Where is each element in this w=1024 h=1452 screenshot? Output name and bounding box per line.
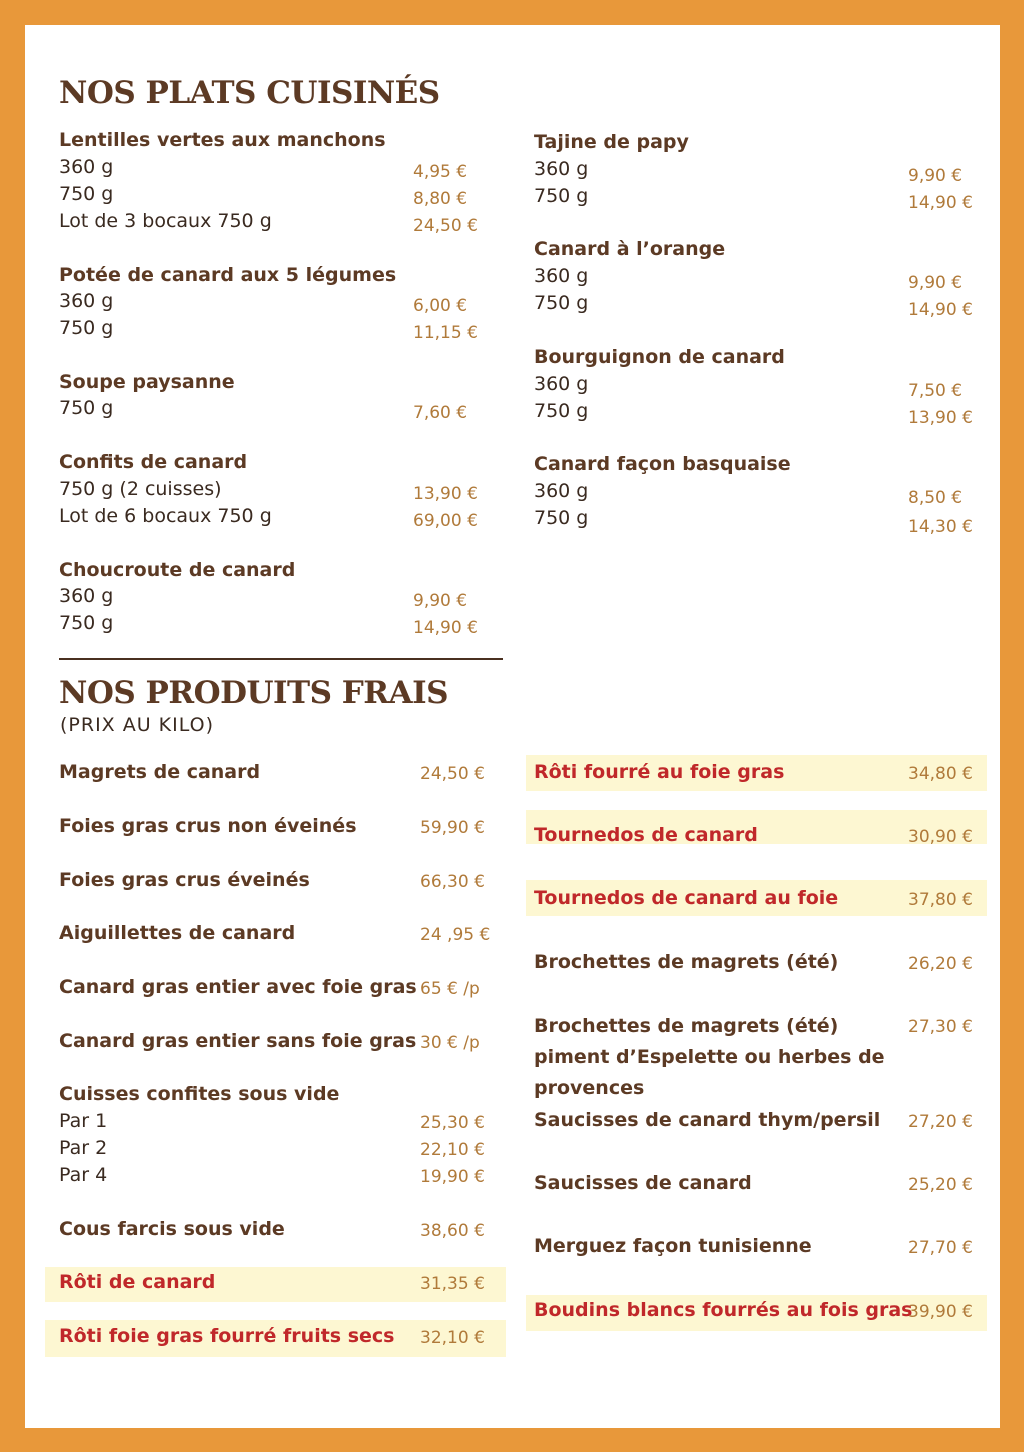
dish-size: 360 g <box>534 373 589 395</box>
dish-price: 9,90 € <box>413 591 468 611</box>
dish-name: Choucroute de canard <box>59 559 296 581</box>
dish-size: 750 g <box>59 183 114 205</box>
dish-price: 13,90 € <box>908 408 973 428</box>
product-name: Cuisses confites sous vide <box>59 1083 340 1105</box>
dish-size: 360 g <box>59 290 114 312</box>
product-price: 65 € /p <box>420 979 480 999</box>
product-price: 22,10 € <box>420 1140 485 1160</box>
product-variant: Par 4 <box>59 1164 108 1186</box>
dish-price: 8,50 € <box>908 488 963 508</box>
product-price: 27,30 € <box>908 1017 973 1037</box>
dish-price: 9,90 € <box>908 273 963 293</box>
dish-size: 750 g <box>534 507 589 529</box>
dish-price: 24,50 € <box>413 216 478 236</box>
dish-price: 7,50 € <box>908 381 963 401</box>
dish-size: 360 g <box>59 585 114 607</box>
product-name-featured: Rôti de canard <box>59 1271 216 1293</box>
dish-price: 9,90 € <box>908 166 963 186</box>
product-price: 27,20 € <box>908 1112 973 1132</box>
product-name-featured: Rôti foie gras fourré fruits secs <box>59 1325 395 1347</box>
product-name: Cous farcis sous vide <box>59 1218 285 1240</box>
product-name: Canard gras entier avec foie gras <box>59 976 417 998</box>
dish-size: 750 g (2 cuisses) <box>59 478 222 500</box>
product-name-featured: Tournedos de canard au foie <box>534 887 839 909</box>
product-name-featured: Boudins blancs fourrés au fois gras <box>534 1299 913 1321</box>
product-name-featured: Rôti fourré au foie gras <box>534 761 785 783</box>
dish-size: 750 g <box>534 292 589 314</box>
product-price: 30,90 € <box>908 827 973 847</box>
dish-price: 14,90 € <box>413 618 478 638</box>
product-price: 59,90 € <box>420 818 485 838</box>
product-price: 25,30 € <box>420 1113 485 1133</box>
dish-price: 11,15 € <box>413 323 478 343</box>
dish-size: 750 g <box>59 612 114 634</box>
dish-size: 360 g <box>534 158 589 180</box>
dish-size: 360 g <box>59 156 114 178</box>
dish-price: 69,00 € <box>413 511 478 531</box>
product-price: 27,70 € <box>908 1238 973 1258</box>
product-name: Saucisses de canard thym/persil <box>534 1109 881 1131</box>
product-price: 34,80 € <box>908 764 973 784</box>
dish-price: 8,80 € <box>413 189 468 209</box>
dish-size: 750 g <box>534 185 589 207</box>
product-price: 31,35 € <box>420 1274 485 1294</box>
dish-size: 750 g <box>59 397 114 419</box>
dish-size: 750 g <box>59 317 114 339</box>
product-price: 25,20 € <box>908 1175 973 1195</box>
dish-size: 750 g <box>534 400 589 422</box>
dish-name: Soupe paysanne <box>59 371 235 393</box>
product-price: 26,20 € <box>908 954 973 974</box>
dish-price: 14,90 € <box>908 193 973 213</box>
dish-name: Tajine de papy <box>534 131 689 153</box>
dish-price: 6,00 € <box>413 296 468 316</box>
dish-price: 7,60 € <box>413 403 468 423</box>
dish-name: Canard façon basquaise <box>534 453 791 475</box>
dish-size: 360 g <box>534 265 589 287</box>
dish-size: 360 g <box>534 480 589 502</box>
section-title-plats: NOS PLATS CUISINÉS <box>59 75 440 111</box>
product-price: 66,30 € <box>420 872 485 892</box>
product-name: Saucisses de canard <box>534 1172 752 1194</box>
product-variant: Par 1 <box>59 1110 108 1132</box>
product-price: 32,10 € <box>420 1328 485 1348</box>
menu-page <box>25 25 1000 1428</box>
product-price: 30 € /p <box>420 1033 480 1053</box>
dish-size: Lot de 6 bocaux 750 g <box>59 505 272 527</box>
dish-name: Lentilles vertes aux manchons <box>59 129 386 151</box>
product-name: Aiguillettes de canard <box>59 922 296 944</box>
dish-name: Potée de canard aux 5 légumes <box>59 264 397 286</box>
product-name: Magrets de canard <box>59 761 261 783</box>
section-title-frais: NOS PRODUITS FRAIS <box>59 675 448 711</box>
section-divider <box>59 658 503 660</box>
product-price: 38,60 € <box>420 1221 485 1241</box>
dish-name: Confits de canard <box>59 451 248 473</box>
product-name: Brochettes de magrets (été) piment d’Espelette ou herbes de provences <box>534 1015 885 1099</box>
product-variant: Par 2 <box>59 1137 108 1159</box>
dish-price: 14,90 € <box>908 300 973 320</box>
product-price: 37,80 € <box>908 890 973 910</box>
product-price: 19,90 € <box>420 1167 485 1187</box>
product-name: Canard gras entier sans foie gras <box>59 1030 417 1052</box>
product-name: Brochettes de magrets (été) <box>534 951 839 973</box>
dish-name: Canard à l’orange <box>534 238 726 260</box>
product-name-featured: Tournedos de canard <box>534 824 758 846</box>
section-subtitle: (PRIX AU KILO) <box>60 714 215 736</box>
product-price: 39,90 € <box>908 1302 973 1322</box>
product-name: Merguez façon tunisienne <box>534 1235 812 1257</box>
dish-name: Bourguignon de canard <box>534 346 785 368</box>
dish-price: 14,30 € <box>908 517 973 537</box>
product-name: Foies gras crus non éveinés <box>59 815 357 837</box>
product-price: 24 ,95 € <box>420 925 491 945</box>
product-price: 24,50 € <box>420 764 485 784</box>
dish-price: 4,95 € <box>413 162 468 182</box>
dish-size: Lot de 3 bocaux 750 g <box>59 210 272 232</box>
product-name: Foies gras crus éveinés <box>59 869 310 891</box>
dish-price: 13,90 € <box>413 484 478 504</box>
